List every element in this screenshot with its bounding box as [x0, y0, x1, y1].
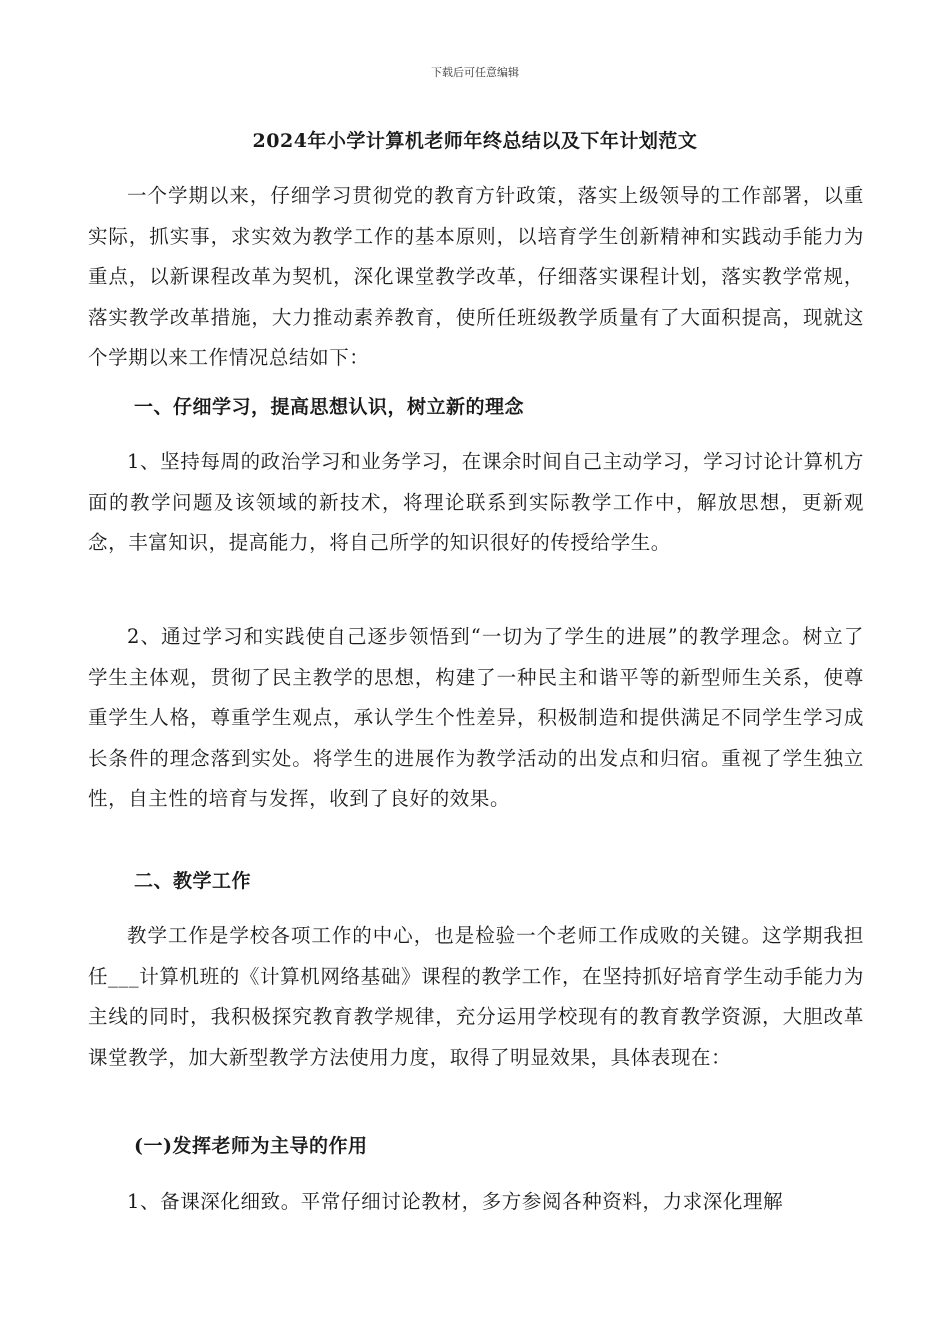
section-2-subheading: (一)发挥老师为主导的作用: [134, 1135, 368, 1157]
header-note: 下载后可任意编辑: [431, 66, 519, 79]
section-2-paragraph-1: 教学工作是学校各项工作的中心，也是检验一个老师工作成败的关键。这学期我担任___计算机班的《计算机网络基础》课程的教学工作，在坚持抓好培育学生动手能力为主线的同时，我积极探究教育教学规律，充分运用学校现有的教育教学资源，大胆改革课堂教学，加大新型教学方法使用力度，取得了明显效果，具体表现在：: [88, 924, 864, 1069]
document-title: 2024年小学计算机老师年终总结以及下年计划范文: [252, 130, 698, 152]
section-1-paragraph-2: 2、通过学习和实践使自己逐步领悟到“一切为了学生的进展”的教学理念。树立了学生主体观，贯彻了民主教学的思想，构建了一种民主和谐平等的新型师生关系，使尊重学生人格，尊重学生观点，承认学生个性差异，积极制造和提供满足不同学生学习成长条件的理念落到实处。将学生的进展作为教学活动的出发点和归宿。重视了学生独立性，自主性的培育与发挥，收到了良好的效果。: [88, 625, 864, 810]
section-1-heading: 一、仔细学习，提高思想认识，树立新的理念: [134, 396, 525, 418]
section-2-paragraph-2: 1、备课深化细致。平常仔细讨论教材，多方参阅各种资料，力求深化理解: [127, 1190, 784, 1213]
section-1-paragraph-1: 1、坚持每周的政治学习和业务学习，在课余时间自己主动学习，学习讨论计算机方面的教学问题及该领域的新技术，将理论联系到实际教学工作中，解放思想，更新观念，丰富知识，提高能力，将自己所学的知识很好的传授给学生。: [88, 450, 864, 554]
intro-paragraph: 一个学期以来，仔细学习贯彻党的教育方针政策，落实上级领导的工作部署，以重实际，抓实事，求实效为教学工作的基本原则，以培育学生创新精神和实践动手能力为重点，以新课程改革为契机，深化课堂教学改革，仔细落实课程计划，落实教学常规，落实教学改革措施，大力推动素养教育，使所任班级教学质量有了大面积提高，现就这个学期以来工作情况总结如下：: [88, 184, 864, 369]
section-2-heading: 二、教学工作: [134, 870, 252, 892]
